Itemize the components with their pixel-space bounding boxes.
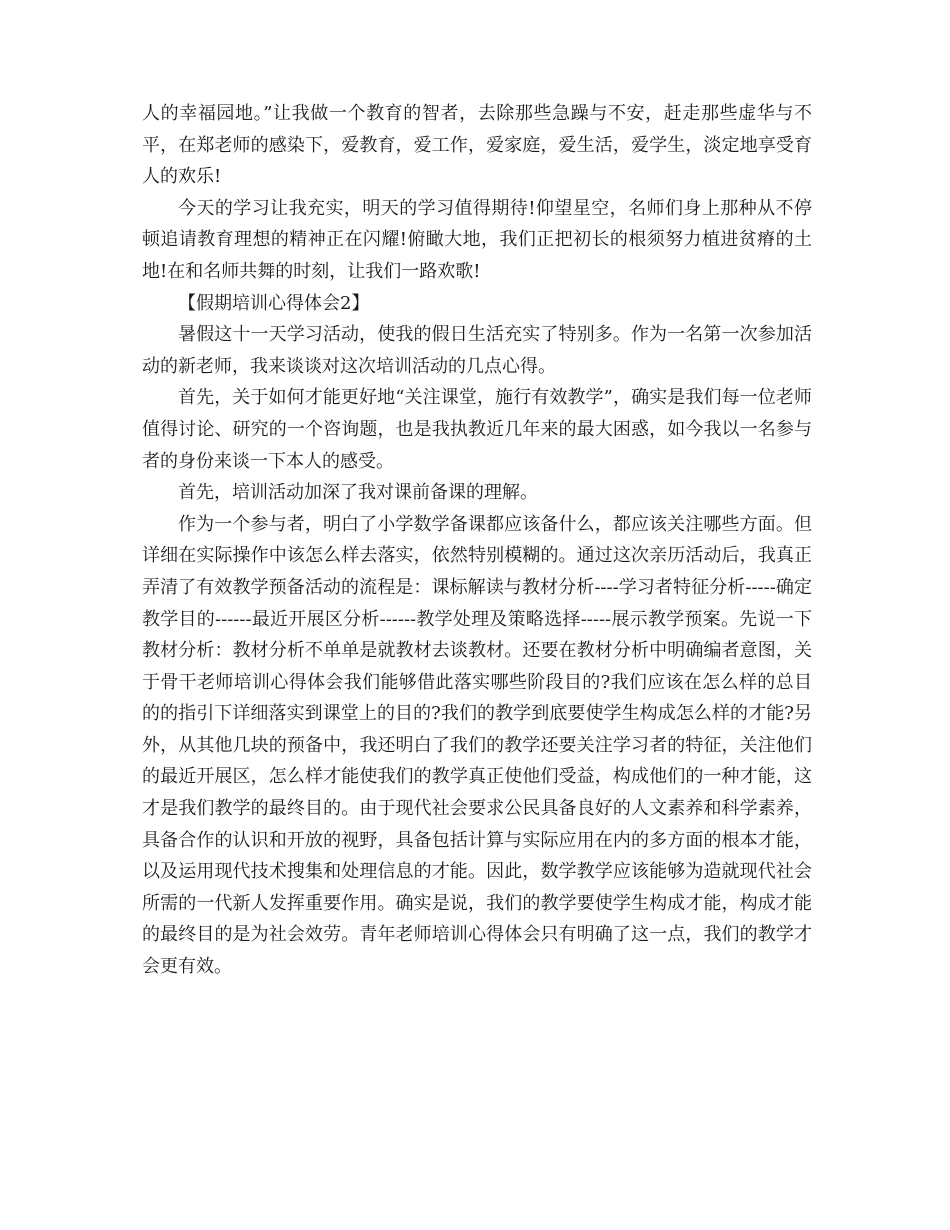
paragraph-6: 作为一个参与者，明白了小学数学备课都应该备什么，都应该关注哪些方面。但详细在实际操作中该怎么样去落实，依然特别模糊的。通过这次亲历活动后，我真正弄清了有效教学预备活动的流程是：课标解读与教材分析----学习者特征分析-----确定教学目的------最近开展区分析------教学处理及策略选择-----展示教学预案。先说一下教材分析：教材分析不单单是就教材去谈教材。还要在教材分析中明确编者意图，关于骨干老师培训心得体会我们能够借此落实哪些阶段目的?我们应该在怎么样的总目的的指引下详细落实到课堂上的目的?我们的教学到底要使学生构成怎么样的才能?另外，从其他几块的预备中，我还明白了我们的教学还要关注学习者的特征，关注他们的最近开展区，怎么样才能使我们的教学真正使他们受益，构成他们的一种才能，这才是我们教学的最终目的。由于现代社会要求公民具备良好的人文素养和科学素养，具备合作的认识和开放的视野，具备包括计算与实际应用在内的多方面的根本才能，以及运用现代技术搜集和处理信息的才能。因此，数学教学应该能够为造就现代社会所需的一代新人发挥重要作用。确实是说，我们的教学要使学生构成才能，构成才能的最终目的是为社会效劳。青年老师培训心得体会只有明确了这一点，我们的教学才会更有效。	[142, 513, 812, 978]
paragraph-5: 首先，培训活动加深了我对课前备课的理解。	[178, 482, 538, 504]
paragraph-2: 今天的学习让我充实，明天的学习值得期待!仰望星空，名师们身上那种从不停顿追请教育理想的精神正在闪耀!俯瞰大地，我们正把初长的根须努力植进贫瘠的土地!在和名师共舞的时刻，让我们一路欢歌!	[142, 197, 812, 282]
paragraph-1: 人的幸福园地。”让我做一个教育的智者，去除那些急躁与不安，赶走那些虚华与不平，在郑老师的感染下，爱教育，爱工作，爱家庭，爱生活，爱学生，淡定地享受育人的欢乐!	[142, 103, 812, 188]
document-body	[142, 98, 812, 983]
section-heading: 【假期培训心得体会2】	[178, 292, 370, 314]
paragraph-3: 暑假这十一天学习活动，使我的假日生活充实了特别多。作为一名第一次参加活动的新老师，我来谈谈对这次培训活动的几点心得。	[142, 324, 812, 377]
paragraph-4: 首先，关于如何才能更好地“关注课堂，施行有效教学”，确实是我们每一位老师值得讨论、研究的一个咨询题，也是我执教近几年来的最大困惑，如今我以一名参与者的身份来谈一下本人的感受。	[142, 387, 812, 472]
